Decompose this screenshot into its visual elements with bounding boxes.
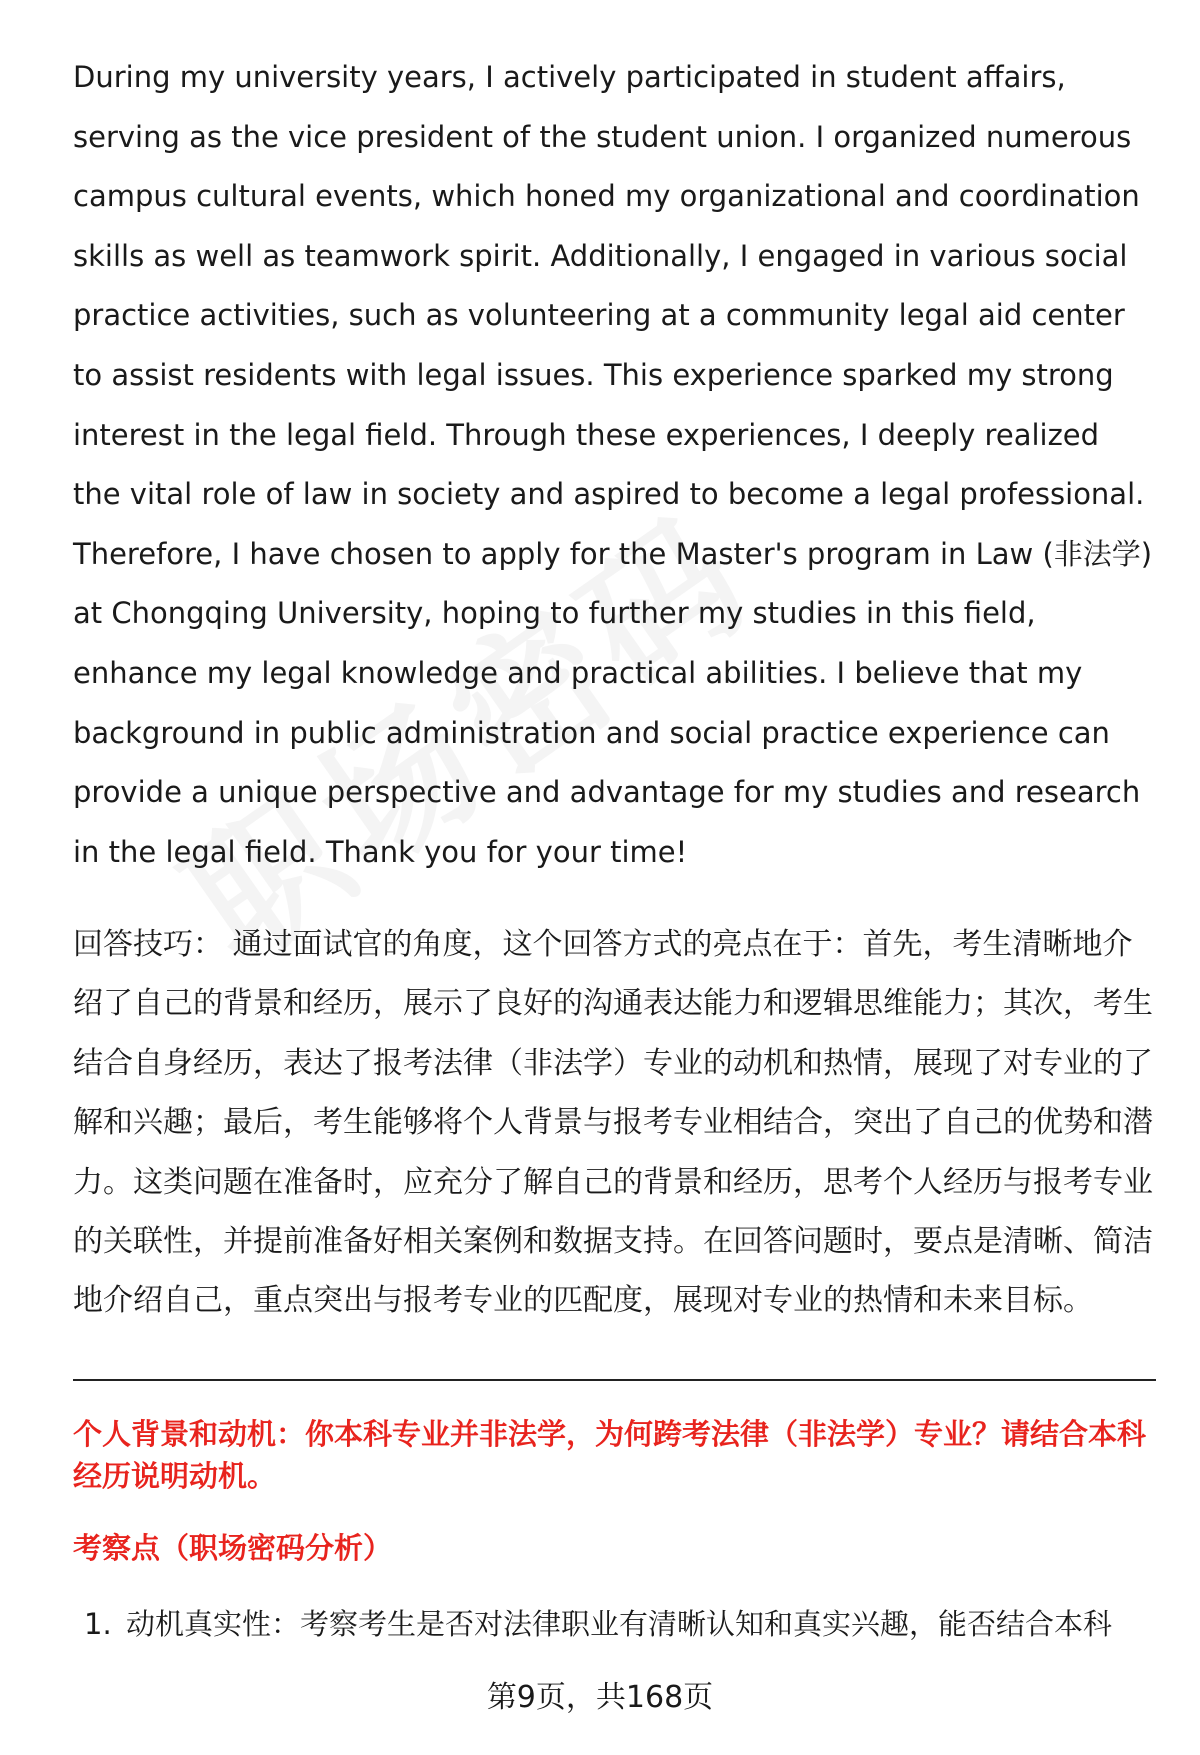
answer-tips-paragraph xyxy=(73,915,1153,1331)
list-item xyxy=(84,1603,1164,1645)
page-footer: 第9页，共168页 xyxy=(486,1680,714,1715)
list-item-text: 动机真实性：考察考生是否对法律职业有清晰认知和真实兴趣，能否结合本科 xyxy=(126,1607,1113,1641)
assessment-points-list xyxy=(84,1603,1164,1645)
tips-text: 通过面试官的角度，这个回答方式的亮点在于：首先，考生清晰地介绍了自己的背景和经历，展示了良好的沟通表达能力和逻辑思维能力；其次，考生结合自身经历，表达了报考法律（非法学）专业的动机和热情，展现了对专业的了解和兴趣；最后，考生能够将个人背景与报考专业相结合，突出了自己的优势和潜力。这类问题在准备时，应充分了解自己的背景和经历，思考个人经历与报考专业的关联性，并提前准备好相关案例和数据支持。在回答问题时，要点是清晰、简洁地介绍自己，重点突出与报考专业的匹配度，展现对专业的热情和未来目标。 xyxy=(73,927,1153,1319)
list-item-number: 1. xyxy=(84,1607,112,1641)
english-answer-text: During my university years, I actively participated in student affairs, serving as the vice president of the student union. I organized numerous campus cultural events, which honed my organizational and coordination skills as well as teamwork spirit. Additionally, I engaged in various social practice activities, such as volunteering at a community legal aid center to assist residents with legal issues. This experience sparked my strong interest in the legal field. Through these experiences, I deeply realized the vital role of law in society and aspired to become a legal professional. Therefore, I have chosen to apply for the Master's program in Law (非法学) at Chongqing University, hoping to further my studies in this field, enhance my legal knowledge and practical abilities. I believe that my background in public administration and social practice experience can provide a unique perspective and advantage for my studies and research in the legal field. Thank you for your time! xyxy=(73,60,1153,869)
assessment-points-heading: 考察点（职场密码分析） xyxy=(73,1531,393,1565)
tips-label: 回答技巧： xyxy=(73,927,223,962)
section-divider xyxy=(73,1379,1156,1381)
question-heading: 个人背景和动机：你本科专业并非法学，为何跨考法律（非法学）专业？请结合本科经历说明动机。 xyxy=(73,1417,1147,1493)
english-answer-paragraph xyxy=(73,48,1153,882)
